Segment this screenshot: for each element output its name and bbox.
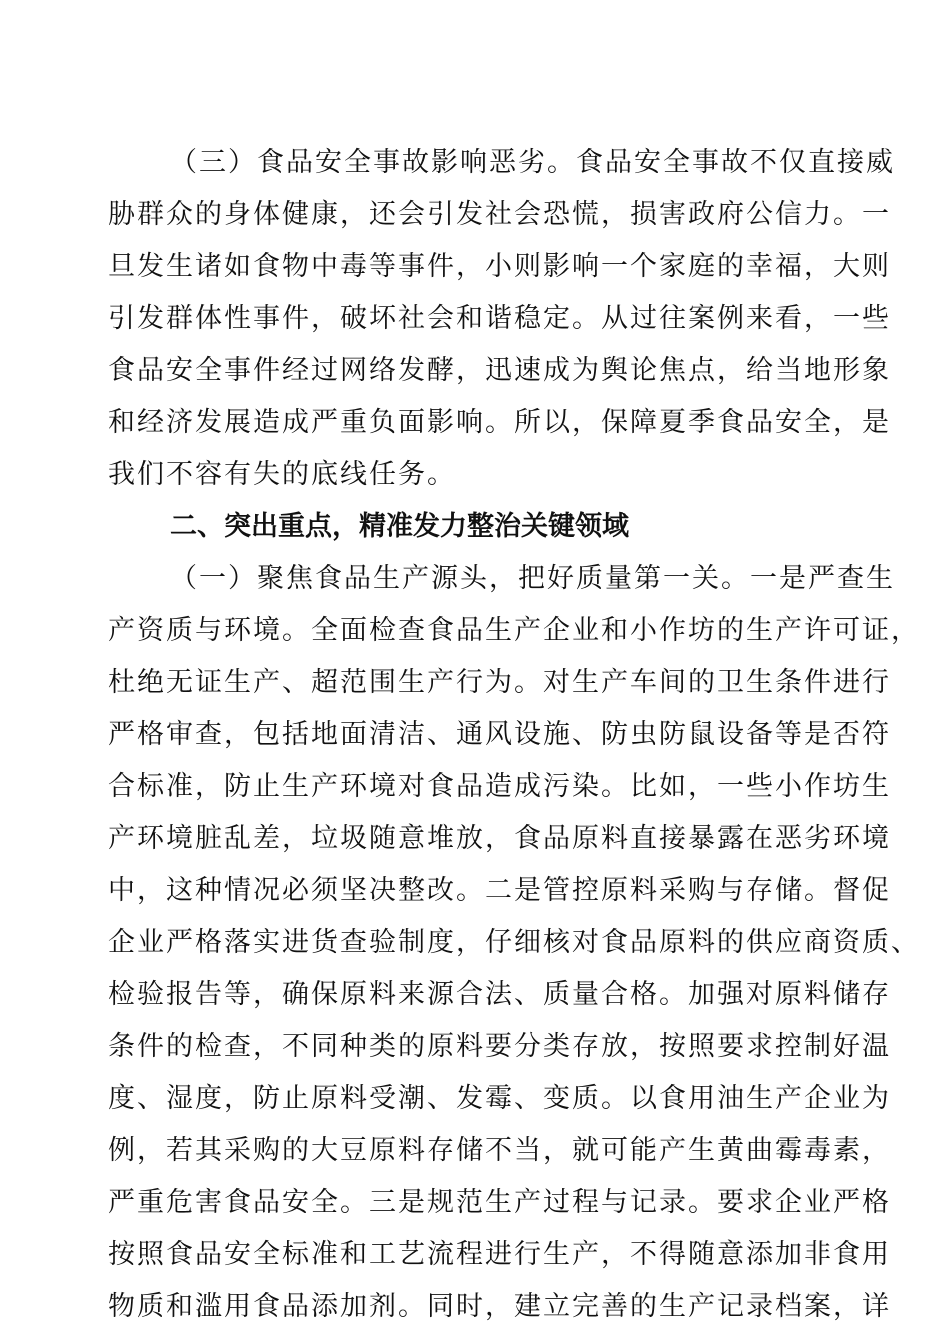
- paragraph-line: 引发群体性事件，破坏社会和谐稳定。从过往案例来看，一些: [108, 303, 891, 334]
- section-heading: 二、突出重点，精准发力整治关键领域: [170, 511, 629, 542]
- paragraph-line: 胁群众的身体健康，还会引发社会恐慌，损害政府公信力。一: [108, 199, 891, 230]
- paragraph-line: 和经济发展造成严重负面影响。所以，保障夏季食品安全，是: [108, 407, 891, 438]
- paragraph-line: 食品安全事件经过网络发酵，迅速成为舆论焦点，给当地形象: [108, 355, 891, 386]
- paragraph-line: 按照食品安全标准和工艺流程进行生产，不得随意添加非食用: [108, 1239, 891, 1270]
- paragraph-line: 条件的检查，不同种类的原料要分类存放，按照要求控制好温: [108, 1031, 891, 1062]
- paragraph-line: 度、湿度，防止原料受潮、发霉、变质。以食用油生产企业为: [108, 1083, 891, 1114]
- paragraph-line: 严重危害食品安全。三是规范生产过程与记录。要求企业严格: [108, 1187, 891, 1218]
- paragraph-line: 旦发生诸如食物中毒等事件，小则影响一个家庭的幸福，大则: [108, 251, 891, 282]
- paragraph-line: （一）聚焦食品生产源头，把好质量第一关。一是严查生: [170, 563, 895, 594]
- paragraph-line: 中，这种情况必须坚决整改。二是管控原料采购与存储。督促: [108, 875, 891, 906]
- paragraph-line: （三）食品安全事故影响恶劣。食品安全事故不仅直接威: [170, 147, 895, 178]
- paragraph-line: 我们不容有失的底线任务。: [108, 459, 456, 490]
- paragraph-line: 例，若其采购的大豆原料存储不当，就可能产生黄曲霉毒素，: [108, 1135, 891, 1166]
- paragraph-line: 物质和滥用食品添加剂。同时，建立完善的生产记录档案，详: [108, 1291, 891, 1322]
- paragraph-line: 产资质与环境。全面检查食品生产企业和小作坊的生产许可证，: [108, 615, 920, 646]
- paragraph-line: 企业严格落实进货查验制度，仔细核对食品原料的供应商资质、: [108, 927, 920, 958]
- paragraph-line: 合标准，防止生产环境对食品造成污染。比如，一些小作坊生: [108, 771, 891, 802]
- paragraph-line: 杜绝无证生产、超范围生产行为。对生产车间的卫生条件进行: [108, 667, 891, 698]
- paragraph-line: 严格审查，包括地面清洁、通风设施、防虫防鼠设备等是否符: [108, 719, 891, 750]
- paragraph-line: 产环境脏乱差，垃圾随意堆放，食品原料直接暴露在恶劣环境: [108, 823, 891, 854]
- paragraph-line: 检验报告等，确保原料来源合法、质量合格。加强对原料储存: [108, 979, 891, 1010]
